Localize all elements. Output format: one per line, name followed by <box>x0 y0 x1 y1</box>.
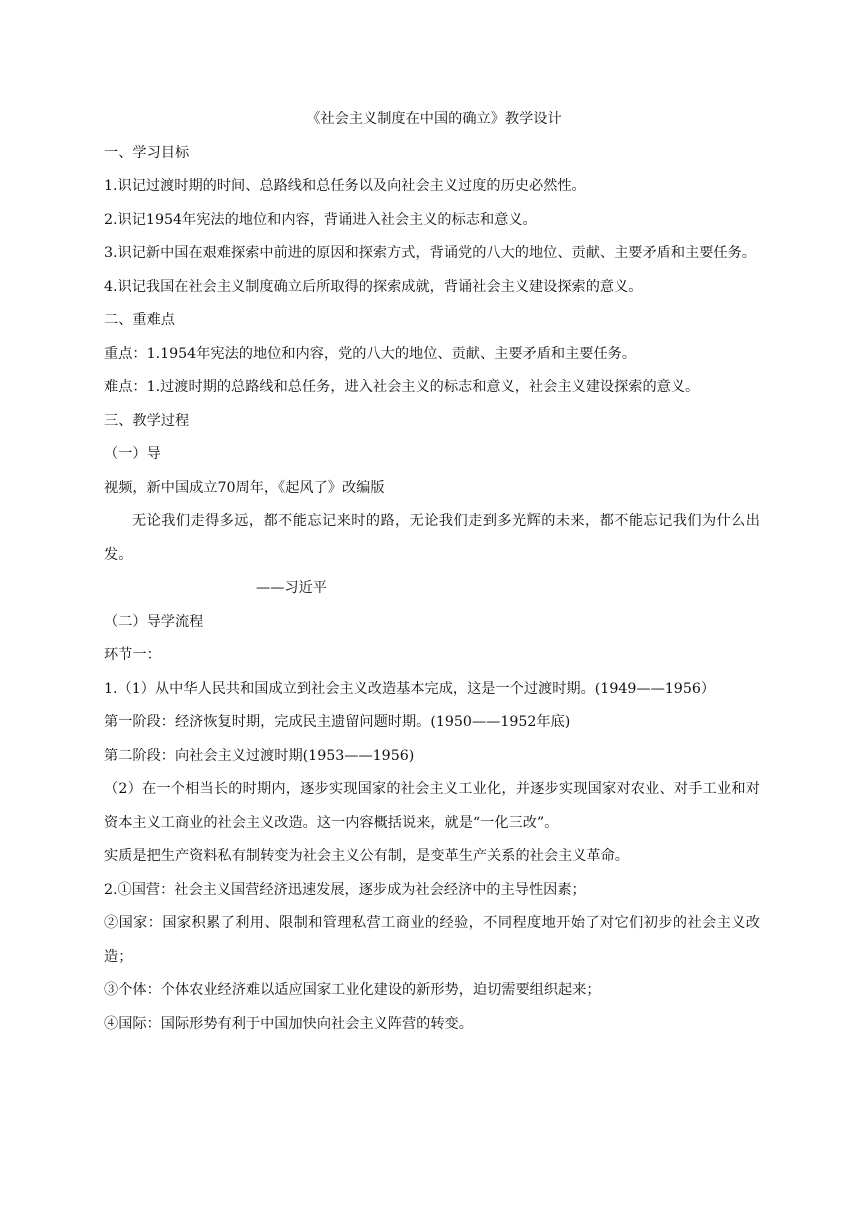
objective-item-3: 3.识记新中国在艰难探索中前进的原因和探索方式，背诵党的八大的地位、贡献、主要矛盾和主要任务。 <box>104 245 756 261</box>
phase-2: 第二阶段：向社会主义过渡时期(1953——1956) <box>104 747 415 764</box>
point-2-c: ③个体：个体农业经济难以适应国家工业化建设的新形势，迫切需要组织起来； <box>104 982 601 998</box>
document-title: 《社会主义制度在中国的确立》教学设计 <box>306 111 562 127</box>
objective-item-1: 1.识记过渡时期的时间、总路线和总任务以及向社会主义过度的历史必然性。 <box>104 178 586 194</box>
objective-item-4: 4.识记我国在社会主义制度确立后所取得的探索成就，背诵社会主义建设探索的意义。 <box>104 278 643 295</box>
point-2-d: ④国际：国际形势有利于中国加快向社会主义阵营的转变。 <box>104 1015 473 1032</box>
section-heading-process: 三、教学过程 <box>104 412 190 429</box>
essence-text: 实质是把生产资料私有制转变为社会主义公有制，是变革生产关系的社会主义革命。 <box>104 848 629 864</box>
stage-label: 环节一： <box>104 647 161 663</box>
video-line: 视频，新中国成立70周年，《起风了》改编版 <box>104 479 385 496</box>
phase-1: 第一阶段：经济恢复时期，完成民主遗留问题时期。(1950——1952年底) <box>104 714 571 730</box>
quote-author: ——习近平 <box>256 580 327 596</box>
point-1-1: 1.（1）从中华人民共和国成立到社会主义改造基本完成，这是一个过渡时期。(1949——1956） <box>104 680 716 697</box>
point-2-b: ②国家：国家积累了利用、限制和管理私营工商业的经验，不同程度地开始了对它们初步的社会主义改造； <box>104 915 760 965</box>
quote-text: 无论我们走得多远，都不能忘记来时的路，无论我们走到多光辉的未来，都不能忘记我们为什么出发。 <box>104 513 760 563</box>
subsection-heading-guided-flow: （二）导学流程 <box>104 613 204 630</box>
subsection-heading-intro: （一）导 <box>104 446 161 462</box>
objective-item-2: 2.识记1954年宪法的地位和内容，背诵进入社会主义的标志和意义。 <box>104 211 537 228</box>
document-body <box>104 103 760 1041</box>
point-2-a: 2.①国营：社会主义国营经济迅速发展，逐步成为社会经济中的主导性因素； <box>104 881 586 898</box>
point-1-2: （2）在一个相当长的时期内，逐步实现国家的社会主义工业化，并逐步实现国家对农业、对手工业和对资本主义工商业的社会主义改造。这一内容概括说来，就是“一化三改”。 <box>104 781 760 831</box>
section-heading-key-points: 二、重难点 <box>104 312 175 328</box>
difficult-point-text: 难点：1.过渡时期的总路线和总任务，进入社会主义的标志和意义，社会主义建设探索的意义。 <box>104 379 700 395</box>
section-heading-objectives: 一、学习目标 <box>104 144 190 161</box>
key-point-text: 重点：1.1954年宪法的地位和内容，党的八大的地位、贡献、主要矛盾和主要任务。 <box>104 345 637 362</box>
